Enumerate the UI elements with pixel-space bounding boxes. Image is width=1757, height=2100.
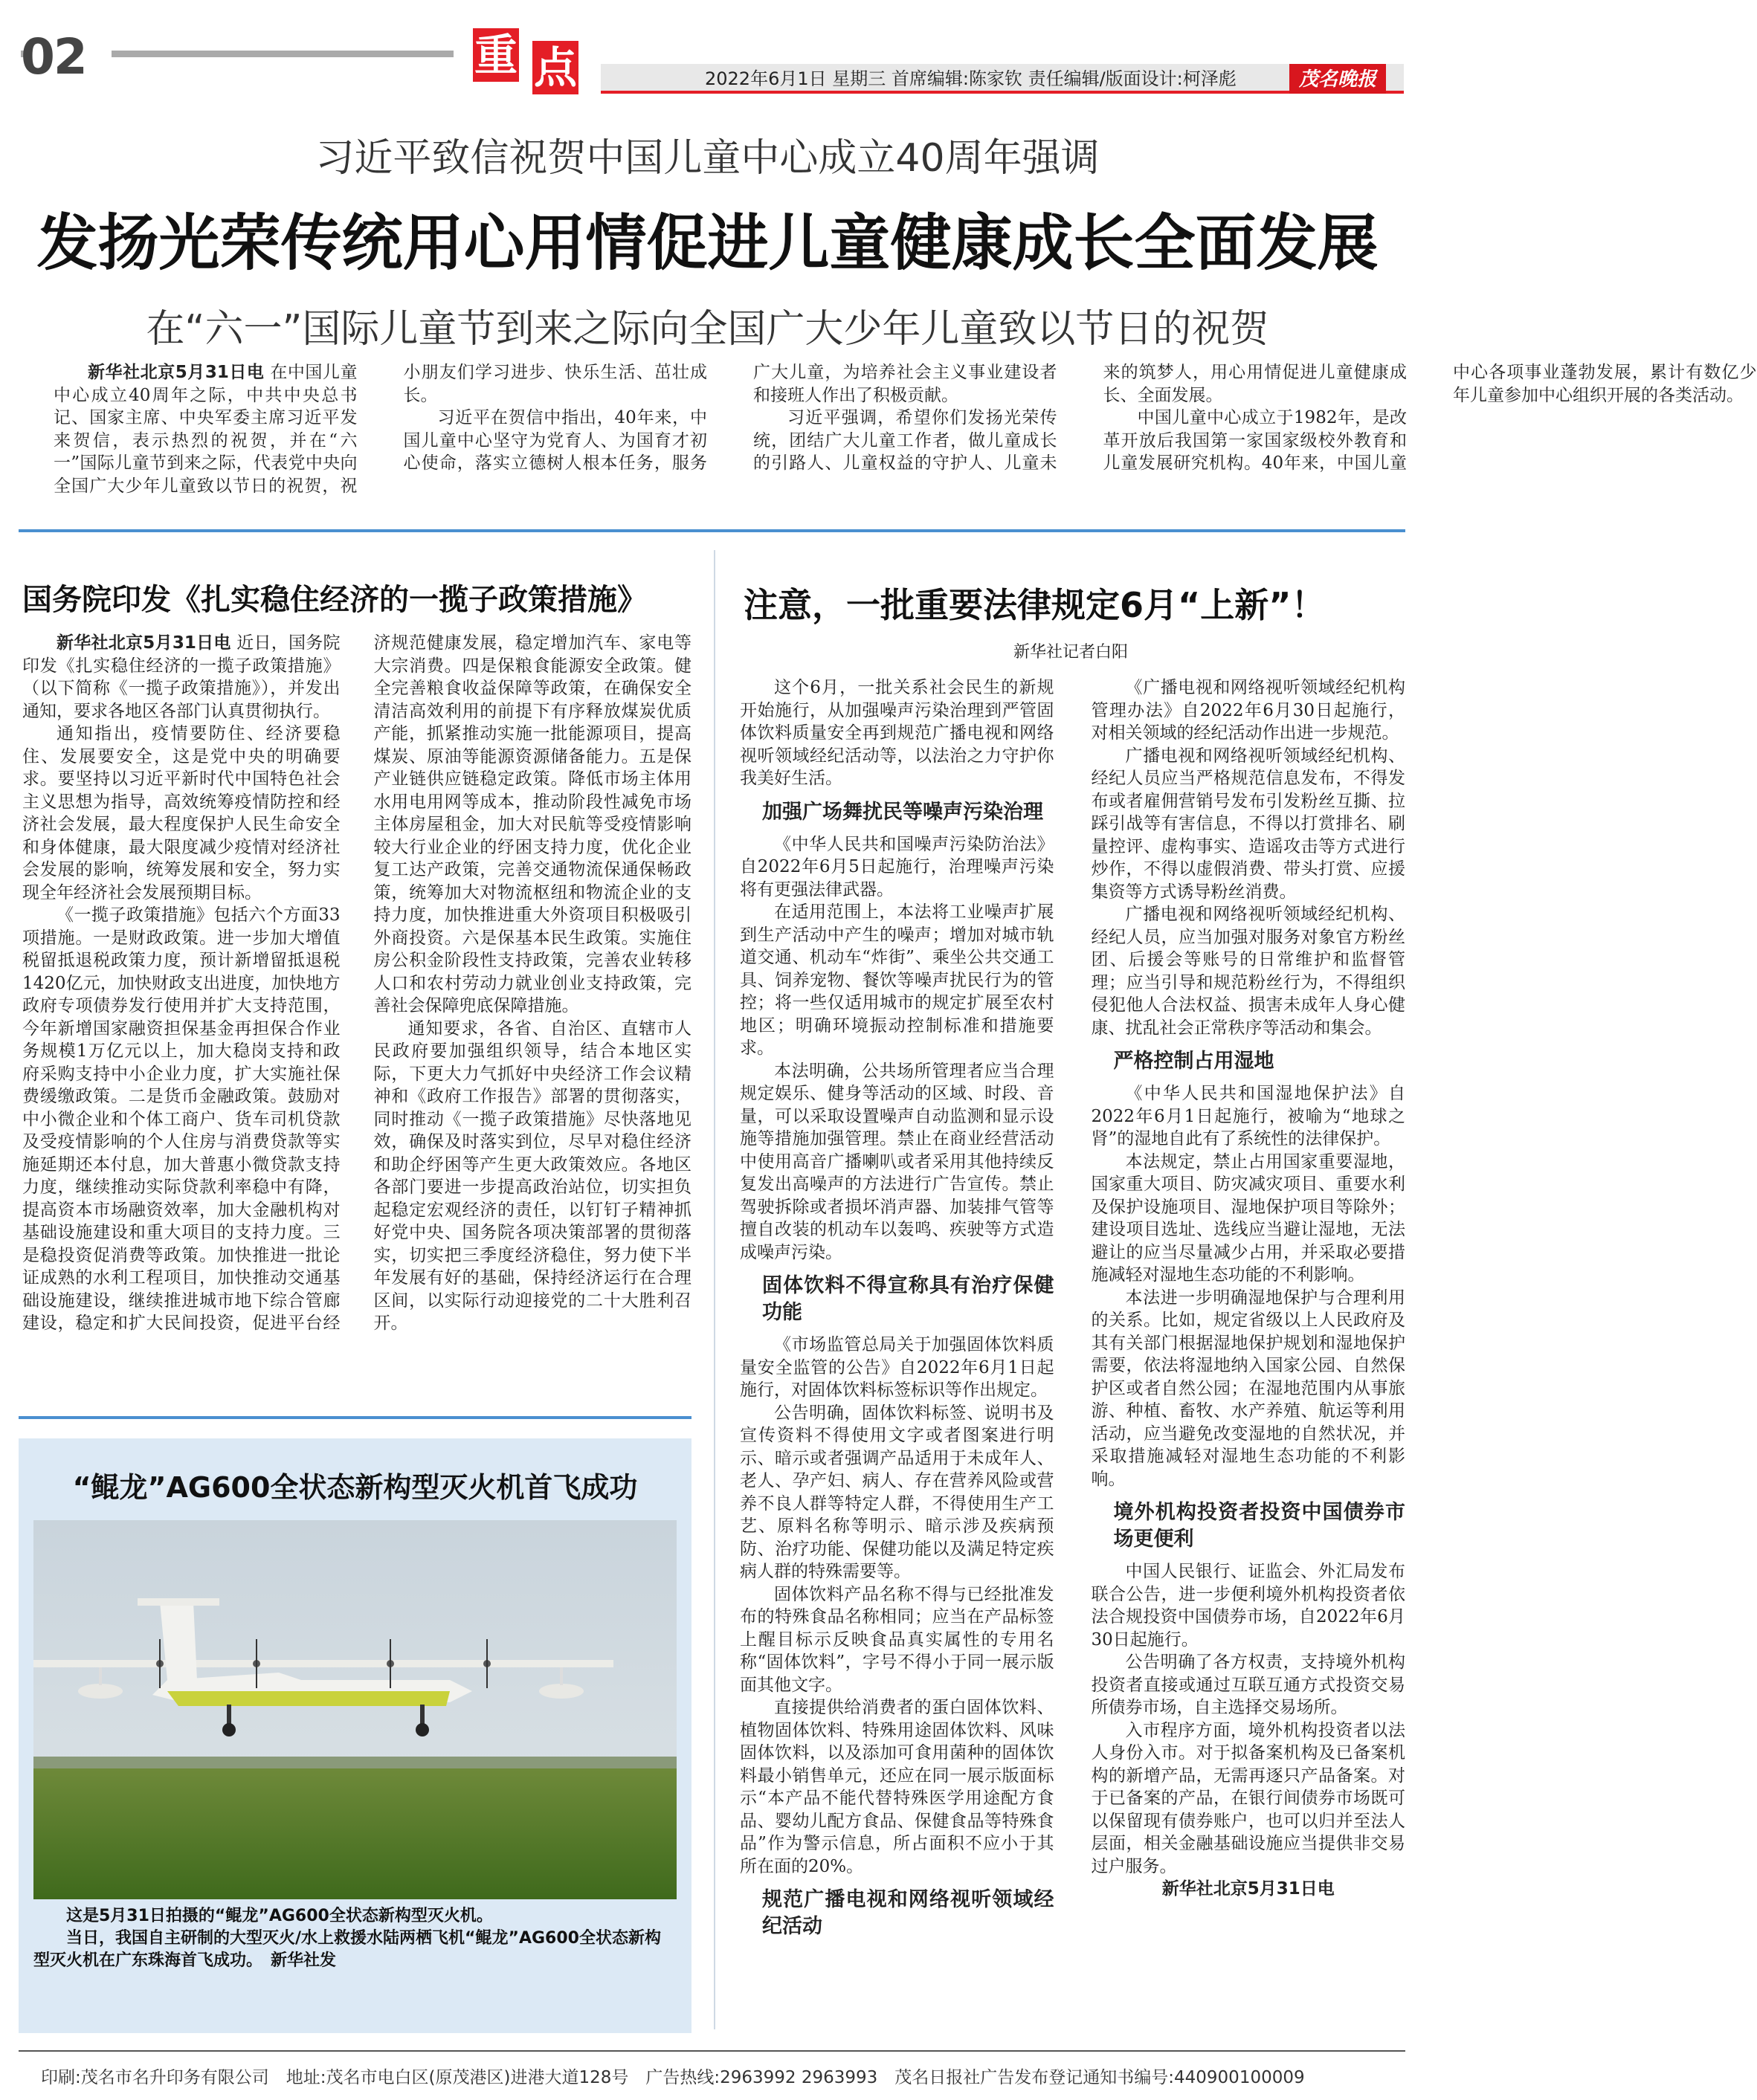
section-label-char-1: 重 [474, 30, 518, 80]
paragraph: 直接提供给消费者的蛋白固体饮料、植物固体饮料、特殊用途固体饮料、风味固体饮料，以及添加可食用菌种的固体饮料最小销售单元，还应在同一展示版面标示“本产品不能代替特殊医学用途配方食品、婴幼儿配方食品、保健食品等特殊食品”作为警示信息，所占面积不应小于其所在面的20%。 [740, 1698, 1054, 1876]
right-story-byline: 新华社记者白阳 [1013, 643, 1128, 662]
paragraph: 广播电视和网络视听领域经纪机构、经纪人员，应当加强对服务对象官方粉丝团、后援会等账号的日常维护和监督管理；应当引导和规范粉丝行为，不得组织侵犯他人合法权益、损害未成年人身心健康、扰乱社会正常秩序等活动和集会。 [1091, 905, 1405, 1038]
photo-story [19, 1438, 691, 2033]
left-story-body [22, 632, 691, 1405]
newspaper-logo: 茂名晚报 [1289, 64, 1386, 94]
lead-kicker: 习近平致信祝贺中国儿童中心成立40周年强调 [315, 136, 1100, 181]
paragraph: 广播电视和网络视听领域经纪机构、经纪人员应当严格规范信息发布，不得发布或者雇佣营销号发布引发粉丝互撕、拉踩引战等有害信息，不得以打赏排名、刷量控评、虚构事实、造谣攻击等方式进行炒作，不得以虚假消费、带头打赏、应援集资等方式诱导粉丝消费。 [1091, 746, 1405, 902]
divider [19, 1416, 691, 1419]
paragraph [22, 632, 341, 723]
paragraph: 通知指出，疫情要防住、经济要稳住、发展要安全，这是党中央的明确要求。要坚持以习近平新时代中国特色社会主义思想为指导，高效统筹疫情防控和经济社会发展，最大程度保护人民生命安全和身体健康，最大限度减少疫情对经济社会发展的影响，统筹发展和安全，努力实现全年经济社会发展预期目标。 [22, 724, 341, 902]
dateline-signoff: 新华社北京5月31日电 [1161, 1879, 1335, 1899]
lead-headline: 发扬光荣传统用心用情促进儿童健康成长全面发展 [36, 208, 1379, 279]
paragraph: 固体饮料产品名称不得与已经批准发布的特殊食品名称相同；应当在产品标签上醒目标示反映食品真实属性的专用名称“固体饮料”，字号不得小于同一展示版面其他文字。 [740, 1584, 1054, 1695]
paragraph-text: 近日，国务院印发《扎实稳住经济的一揽子政策措施》（以下简称《一揽子政策措施》），并发出通知，要求各地区各部门认真贯彻执行。 [22, 633, 341, 721]
paragraph: 这个6月，一批关系社会民生的新规开始施行，从加强噪声污染治理到严管固体饮料质量安全再到规范广播电视和网络视听领域经纪活动等，以法治之力守护你我美好生活。 [740, 678, 1054, 788]
footer-rule [19, 2050, 1405, 2052]
section-label-char-2: 点 [533, 42, 577, 93]
paragraph: 中国人民银行、证监会、外汇局发布联合公告，进一步便利境外机构投资者依法合规投资中国债券市场，自2022年6月30日起施行。 [1091, 1562, 1405, 1650]
subheading: 境外机构投资者投资中国债券市场更便利 [1113, 1501, 1405, 1551]
subheading: 固体饮料不得宣称具有治疗保健功能 [762, 1274, 1054, 1324]
paragraph: 《一揽子政策措施》包括六个方面33项措施。一是财政政策。进一步加大增值税留抵退税政策力度，预计新增留抵退税1420亿元，加快财政支出进度，加快地方政府专项债券发行使用并扩大支持范围，今年新增国家融资担保基金再担保合作业务规模1万亿元以上，加大稳岗支持和政府采购支持中小企业力度，扩大实施社保费缓缴政策。二是货币金融政策。鼓励对中小微企业和个体工商户、货车司机贷款及受疫情影响的个人住房与消费贷款等实施延期还本付息，加大普惠小微贷款支持力度，继续推动实际贷款利率稳中有降，提高资本市场融资效率，加大金融机构对基础设施建设和重大项目的支持力度。三是稳投资促消费等政策。加快推进一批论证成熟的水利工程项目，加快推动交通基础设施建设，继续推进城市地下综合管廊建设，稳定和扩大民间投资，促进平台经济规范健康发展，稳定增加汽车、家电等大宗消费。四是保粮食能源安全政策。健全完善粮食收益保障等政策，在确保安全清洁高效利用的前提下有序释放煤炭优质产能，抓紧推动实施一批能源项目，提高煤炭、原油等能源资源储备能力。五是保产业链供应链稳定政策。降低市场主体用水用电用网等成本，推动阶段性减免市场主体房屋租金，加大对民航等受疫情影响较大行业企业的纾困支持力度，优化企业复工达产政策，完善交通物流保通保畅政策，统筹加大对物流枢纽和物流企业的支持力度，加快推进重大外资项目积极吸引外商投资。六是保基本民生政策。实施住房公积金阶段性支持政策，完善农业转移人口和农村劳动力就业创业支持政策，完善社会保障兜底保障措施。 [22, 633, 691, 1333]
paragraph: 在适用范围上，本法将工业噪声扩展到生产活动中产生的噪声；增加对城市轨道交通、机动车“炸街”、乘坐公共交通工具、饲养宠物、餐饮等噪声扰民行为的管控；将一些仅适用城市的规定扩展至农村地区；明确环境振动控制标准和措施要求。 [740, 902, 1054, 1058]
paragraph: 公告明确，固体饮料标签、说明书及宣传资料不得使用文字或者图案进行明示、暗示或者强调产品适用于未成年人、老人、孕产妇、病人、存在营养风险或营养不良人群等特定人群，不得使用生产工艺、原料名称等明示、暗示涉及疾病预防、治疗功能、保健功能以及满足特定疾病人群的特殊需要等。 [740, 1403, 1054, 1581]
page-number: 02 [21, 28, 86, 85]
paragraph: 本法规定，禁止占用国家重要湿地，国家重大项目、防灾减灾项目、重要水利及保护设施项目、湿地保护项目等除外；建设项目选址、选线应当避让湿地，无法避让的应当尽量减少占用，并采取必要措施减轻对湿地生态功能的不利影响。 [1091, 1151, 1405, 1285]
footer-imprint: 印刷:茂名市名升印务有限公司 地址:茂名市电白区(原茂港区)进港大道128号 广告热线:2963992 2963993 茂名日报社广告发布登记通知书编号:440900100009 [41, 2068, 1305, 2087]
subheading: 规范广播电视和网络视听领域经纪活动 [762, 1888, 1054, 1938]
dateline: 新华社北京5月31日电 [57, 633, 231, 653]
paragraph: 习近平在贺信中指出，40年来，中国儿童中心坚守为党育人、为国育才初心使命，落实立德树人根本任务，服务广大儿童，为培养社会主义事业建设者和接班人作出了积极贡献。 [403, 363, 1057, 473]
paragraph: 《广播电视和网络视听领域经纪机构管理办法》自2022年6月30日起施行，对相关领域的经纪活动作出进一步规范。 [1091, 678, 1405, 743]
paragraph: 习近平强调，希望你们发扬光荣传统，团结广大儿童工作者，做儿童成长的引路人、儿童权益的守护人、儿童未来的筑梦人，用心用情促进儿童健康成长、全面发展。 [753, 363, 1407, 473]
photo-caption [33, 1905, 677, 1972]
right-story-body [740, 676, 1405, 2037]
left-story-title: 国务院印发《扎实稳住经济的一揽子政策措施》 [22, 583, 647, 617]
paragraph: 《中华人民共和国噪声污染防治法》自2022年6月5日起施行，治理噪声污染将有更强法律武器。 [740, 834, 1054, 899]
right-story-title: 注意，一批重要法律规定6月“上新”！ [744, 585, 1326, 625]
paragraph: 中国儿童中心成立于1982年，是改革开放后我国第一家国家级校外教育和儿童发展研究机构。40年来，中国儿童中心各项事业蓬勃发展，累计有数亿少年儿童参加中心组织开展的各类活动。 [1103, 363, 1757, 473]
edition-info-bar [601, 64, 1404, 94]
page-number-bar [112, 51, 454, 57]
lead-subhead: 在“六一”国际儿童节到来之际向全国广大少年儿童致以节日的祝贺 [146, 307, 1269, 352]
paragraph: 公告明确了各方权责，支持境外机构投资者直接或通过互联互通方式投资交易所债券市场，自主选择交易场所。 [1091, 1652, 1405, 1717]
edition-info: 2022年6月1日 星期三 首席编辑:陈家钦 责任编辑/版面设计:柯泽彪 [705, 68, 1237, 89]
paragraph-text: 在中国儿童中心成立40周年之际，中共中央总书记、国家主席、中央军委主席习近平发来贺信，表示热烈的祝贺，并在“六一”国际儿童节到来之际，代表党中央向全国广大少年儿童致以节日的祝贺，祝小朋友们学习进步、快乐生活、茁壮成长。 [54, 363, 707, 496]
subheading: 严格控制占用湿地 [1113, 1050, 1274, 1073]
caption-line: 当日，我国自主研制的大型灭火/水上救援水陆两栖飞机“鲲龙”AG600全状态新构型灭火机在广东珠海首飞成功。 新华社发 [33, 1929, 661, 1970]
paragraph: 《中华人民共和国湿地保护法》自2022年6月1日起施行，被喻为“地球之肾”的湿地自此有了系统性的法律保护。 [1091, 1084, 1405, 1148]
divider [19, 529, 1405, 532]
aircraft-photo [33, 1520, 677, 1899]
paragraph: 《市场监管总局关于加强固体饮料质量安全监管的公告》自2022年6月1日起施行，对固体饮料标签标识等作出规定。 [740, 1335, 1054, 1400]
column-divider [714, 550, 715, 2029]
caption-line: 这是5月31日拍摄的“鲲龙”AG600全状态新构型灭火机。 [66, 1907, 493, 1925]
paragraph: 本法进一步明确湿地保护与合理利用的关系。比如，规定省级以上人民政府及其有关部门根据湿地保护规划和湿地保护需要，依法将湿地纳入国家公园、自然保护区或者自然公园；在湿地范围内从事旅游、种植、畜牧、水产养殖、航运等利用活动，应当避免改变湿地的自然状况，并采取措施减轻对湿地生态功能的不利影响。 [1091, 1288, 1405, 1489]
paragraph: 通知要求，各省、自治区、直辖市人民政府要加强组织领导，结合本地区实际，下更大力气抓好中央经济工作会议精神和《政府工作报告》部署的贯彻落实，同时推动《一揽子政策措施》尽快落地见效，确保及时落实到位，尽早对稳住经济和助企纾困等产生更大政策效应。各地区各部门要进一步提高政治站位，切实担负起稳定宏观经济的责任，以钉钉子精神抓好党中央、国务院各项决策部署的贯彻落实，切实把三季度经济稳住，努力使下半年发展有好的基础，保持经济运行在合理区间，以实际行动迎接党的二十大胜利召开。 [373, 1018, 691, 1333]
paragraph: 入市程序方面，境外机构投资者以法人身份入市。对于拟备案机构及已备案机构的新增产品，无需再逐只产品备案。对于已备案的产品，在银行间债券市场既可以保留现有债券账户，也可以归并至法人层面，相关金融基础设施应当提供非交易过户服务。 [1091, 1720, 1405, 1876]
subheading: 加强广场舞扰民等噪声污染治理 [762, 800, 1043, 824]
paragraph: 本法明确，公共场所管理者应当合理规定娱乐、健身等活动的区域、时段、音量，可以采取设置噪声自动监测和显示设施等措施加强管理。禁止在商业经营活动中使用高音广播喇叭或者采用其他持续反复发出高噪声的方法进行广告宣传。禁止驾驶拆除或者损坏消声器、加装排气管等擅自改装的机动车以轰鸣、疾驶等方式造成噪声污染。 [740, 1061, 1054, 1262]
photo-story-title: “鲲龙”AG600全状态新构型灭火机首飞成功 [72, 1471, 638, 1504]
dateline: 新华社北京5月31日电 [88, 363, 265, 382]
lead-story-body [54, 361, 1757, 510]
